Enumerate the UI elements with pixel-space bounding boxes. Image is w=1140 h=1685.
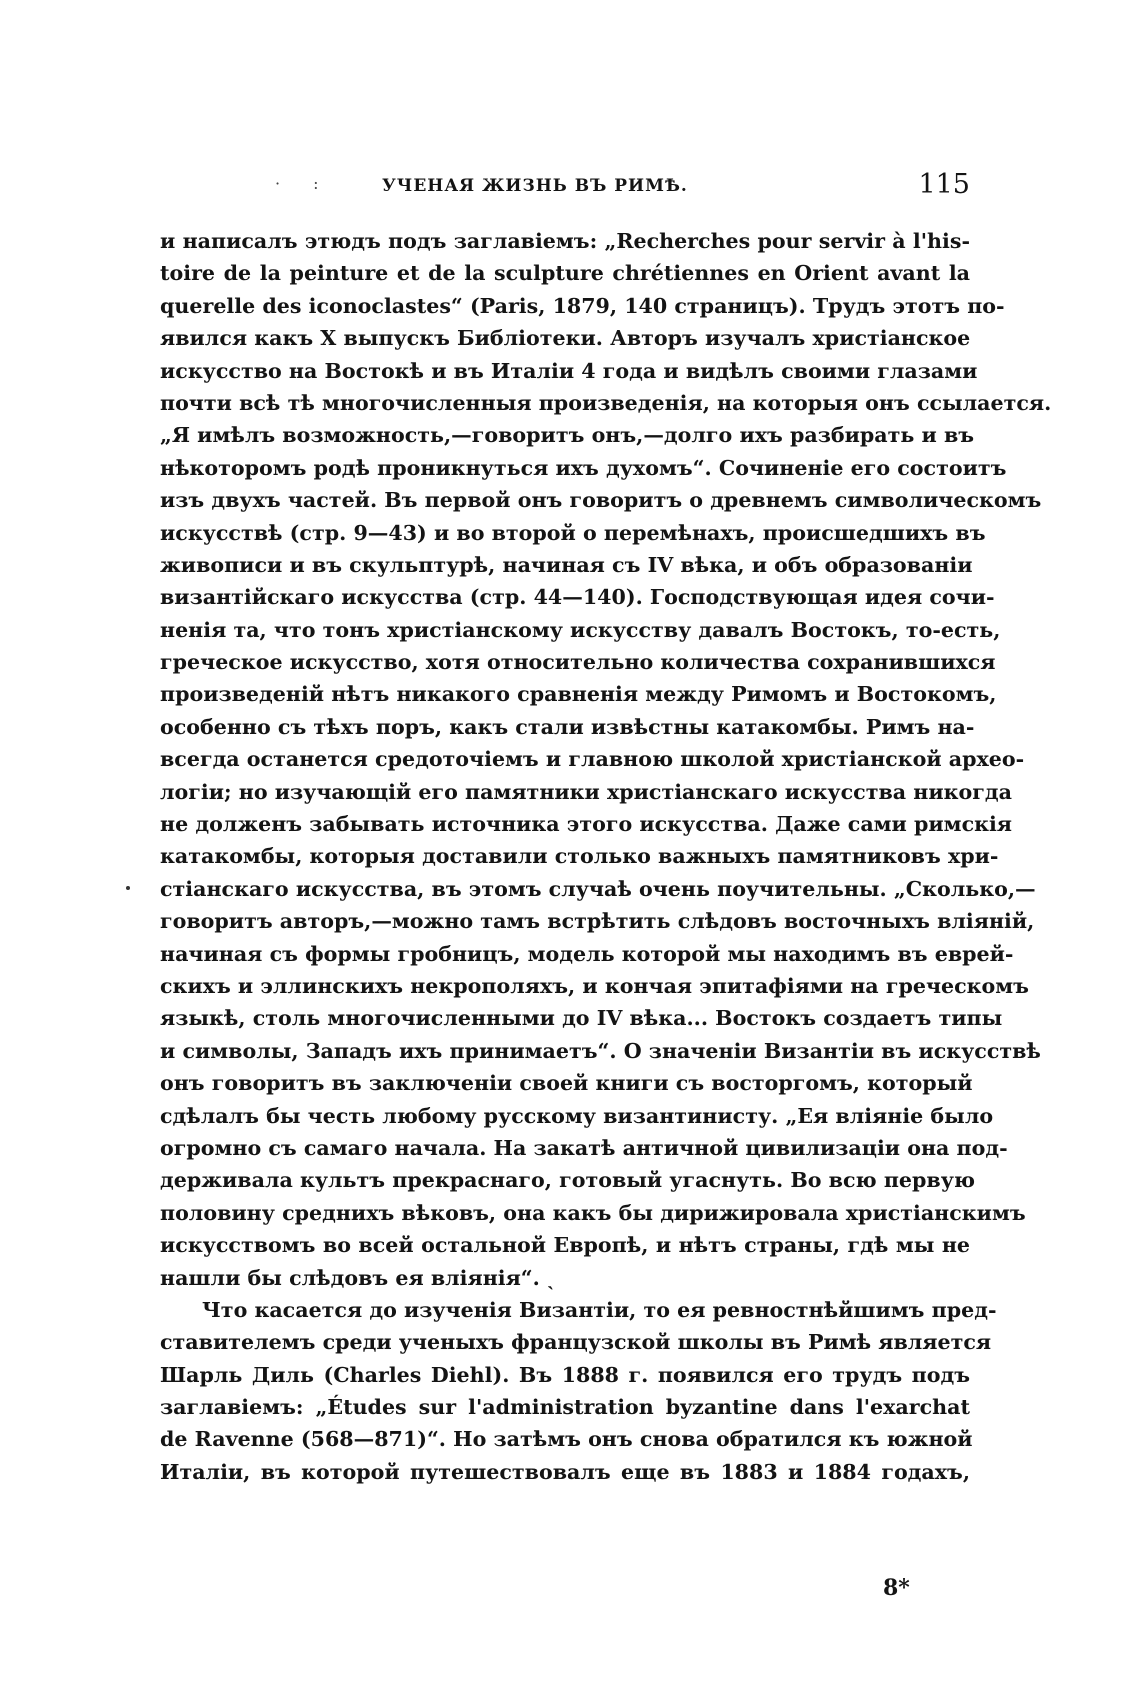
text-line: ненія та, что тонъ христіанскому искусству давалъ Востокъ, то-есть, — [160, 617, 1001, 642]
text-line: всегда останется средоточіемъ и главною школой христіанской археo- — [160, 747, 1025, 772]
text-line: Шарль Диль (Charles Diehl). Въ 1888 г. появился его трудъ подъ — [160, 1362, 970, 1387]
text-line: и написалъ этюдъ подъ заглавіемъ: „Recherches pour servir à l'his- — [160, 229, 970, 253]
text-line: катакомбы, которыя доставили столько важныхъ памятниковъ хри- — [160, 844, 999, 869]
header-marks: · : — [275, 174, 333, 193]
text-line: особенно съ тѣхъ поръ, какъ стали извѣстны катакомбы. Римъ на- — [160, 714, 975, 739]
text-line: греческое искусство, хотя относительно количества сохранившихся — [160, 650, 996, 675]
text-line: начиная съ формы гробницъ, модель которой мы находимъ въ еврей- — [160, 941, 1014, 966]
text-line: держивала культъ прекраснаго, готовый угаснуть. Во всю первую — [160, 1168, 976, 1193]
text-line: сдѣлалъ бы честь любому русскому византинисту. „Ея вліяніе было — [160, 1103, 994, 1128]
text-line: половину среднихъ вѣковъ, она какъ бы дирижировала христіанскимъ — [160, 1200, 1026, 1225]
text-line: явился какъ X выпускъ Библіотеки. Авторъ изучалъ христіанское — [160, 326, 971, 351]
page-header — [160, 169, 970, 208]
text-line: искусство на Востокѣ и въ Италіи 4 года и видѣлъ своими глазами — [160, 358, 978, 383]
text-line: логіи; но изучающій его памятники христіанскаго искусства никогда — [160, 779, 1012, 804]
text-line: и символы, Западъ ихъ принимаетъ“. О значеніи Византіи въ искусствѣ — [160, 1038, 1041, 1063]
text-line: скихъ и эллинскихъ некрополяхъ, и кончая эпитафіями на греческомъ — [160, 973, 1029, 998]
running-head: УЧЕНАЯ ЖИЗНЬ ВЪ РИМѢ. — [382, 176, 688, 196]
text-line: de Ravenne (568—871)“. Но затѣмъ онъ снова обратился къ южной — [160, 1427, 973, 1452]
text-line: toire de la peinture et de la sculpture chrétiennes en Orient avant la — [160, 261, 970, 286]
text-line: ставителемъ среди ученыхъ французской школы въ Римѣ является — [160, 1330, 992, 1355]
text-line: заглавіемъ: „Études sur l'administration byzantine dans l'exarchat — [160, 1395, 970, 1420]
text-line: искусствѣ (стр. 9—43) и во второй о перемѣнахъ, происшедшихъ въ — [160, 520, 986, 545]
paragraph-end-line: нашли бы слѣдовъ ея вліянія“. ˎ — [160, 1265, 554, 1290]
text-line: искусствомъ во всей остальной Европѣ, и нѣтъ страны, гдѣ мы не — [160, 1233, 970, 1258]
text-line: Италіи, въ которой путешествовалъ еще въ 1883 и 1884 годахъ, — [160, 1459, 970, 1484]
margin-dot — [126, 886, 130, 890]
paragraph-start-line: Что касается до изученія Византіи, то ея ревностнѣйшимъ пред- — [202, 1297, 997, 1322]
text-line: не долженъ забывать источника этого искусства. Даже сами римскія — [160, 812, 1013, 837]
text-line: онъ говоритъ въ заключеніи своей книги съ восторгомъ, который — [160, 1071, 973, 1096]
text-line: языкѣ, столь многочисленными до IV вѣка... Востокъ создаетъ типы — [160, 1006, 1003, 1031]
text-line: византійскаго искусства (стр. 44—140). Господствующая идея сочи- — [160, 585, 995, 610]
text-line: querelle des iconoclastes“ (Paris, 1879, 140 страницъ). Трудъ этотъ по- — [160, 293, 1005, 318]
text-line: стіанскаго искусства, въ этомъ случаѣ очень поучительны. „Сколько,— — [160, 876, 1036, 901]
text-line: нѣкоторомъ родѣ проникнуться ихъ духомъ“. Сочиненіе его состоитъ — [160, 455, 1007, 480]
text-line: огромно съ самаго начала. На закатѣ античной цивилизаціи она под- — [160, 1135, 1008, 1160]
text-line: говоритъ авторъ,—можно тамъ встрѣтить слѣдовъ восточныхъ вліяній, — [160, 909, 1035, 934]
text-line: почти всѣ тѣ многочисленныя произведенія, на которыя онъ ссылается. — [160, 390, 1052, 415]
text-line: живописи и въ скульптурѣ, начиная съ IV вѣка, и объ образованіи — [160, 552, 973, 577]
body-text — [160, 225, 1052, 1488]
signature-mark: 8* — [883, 1575, 910, 1601]
text-line: произведеній нѣтъ никакого сравненія между Римомъ и Востокомъ, — [160, 682, 997, 707]
text-line: изъ двухъ частей. Въ первой онъ говоритъ о древнемъ символическомъ — [160, 488, 1042, 513]
text-line: „Я имѣлъ возможность,—говоритъ онъ,—долго ихъ разбирать и въ — [160, 423, 975, 448]
page-number: 115 — [918, 169, 970, 200]
